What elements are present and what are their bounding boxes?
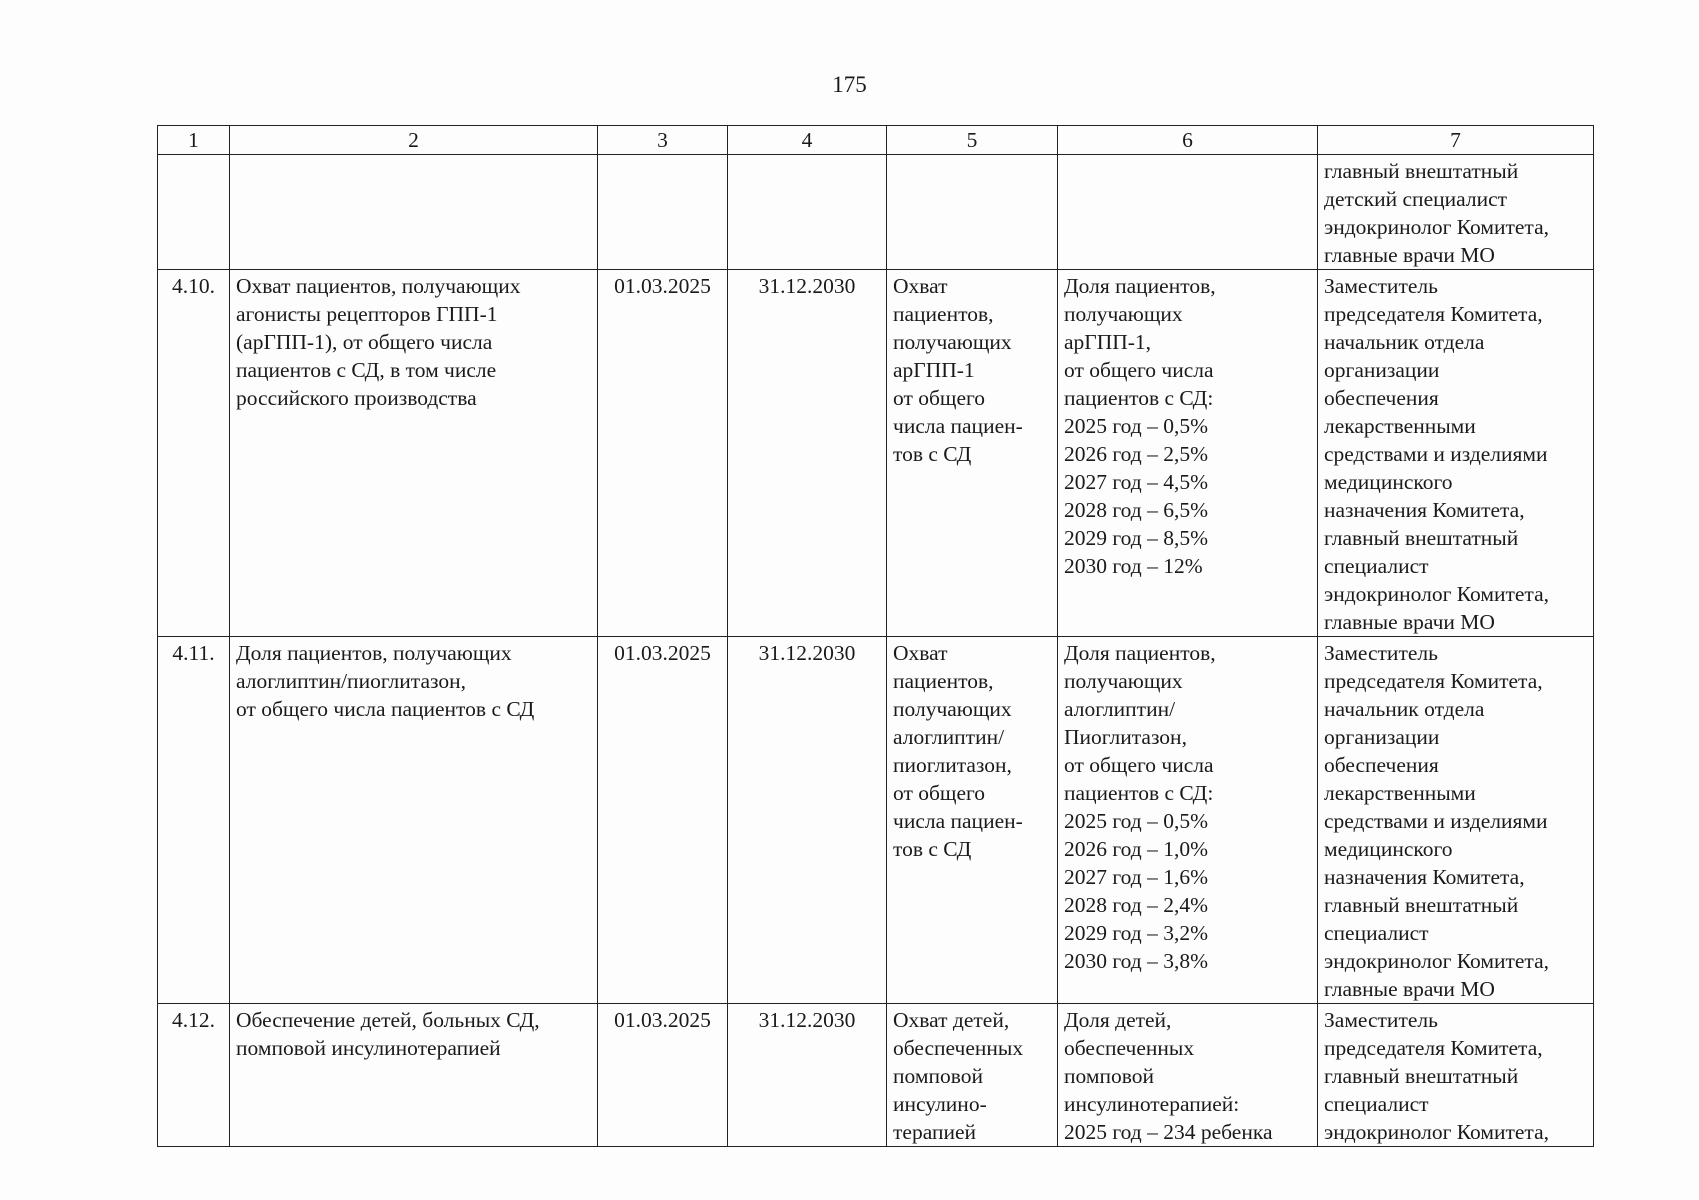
start-date-cell: 01.03.2025 xyxy=(598,270,728,637)
target-indicator-line: пациентов с СД: xyxy=(1064,781,1214,805)
item-number-cell: 4.10. xyxy=(158,270,230,637)
expected-result-cell xyxy=(887,637,1058,1004)
target-indicator-line: Доля пациентов, xyxy=(1064,641,1216,665)
expected-result-line: Охват xyxy=(893,641,948,665)
table-row xyxy=(158,155,1594,270)
activity-name-cell xyxy=(230,1004,598,1147)
header-col-6: 6 xyxy=(1058,126,1318,155)
responsible-persons-line: организации xyxy=(1324,358,1440,382)
target-indicator-line: инсулинотерапией: xyxy=(1064,1092,1240,1116)
target-indicator-line: 2030 год – 3,8% xyxy=(1064,949,1209,973)
activity-name-line: от общего числа пациентов с СД xyxy=(236,697,535,721)
responsible-persons-line: председателя Комитета, xyxy=(1324,1036,1543,1060)
header-col-4: 4 xyxy=(728,126,887,155)
target-indicator-line: пациентов с СД: xyxy=(1064,386,1214,410)
expected-result-line: арГПП-1 xyxy=(893,358,975,382)
responsible-persons-line: средствами и изделиями xyxy=(1324,442,1548,466)
responsible-persons-line: специалист xyxy=(1324,554,1429,578)
expected-result-cell xyxy=(887,155,1058,270)
responsible-persons-cell xyxy=(1318,270,1594,637)
target-indicator-line: 2027 год – 1,6% xyxy=(1064,865,1209,889)
expected-result-line: от общего xyxy=(893,781,986,805)
expected-result-line: числа пациен- xyxy=(893,414,1023,438)
target-indicator-line: Доля детей, xyxy=(1064,1008,1172,1032)
end-date-cell: 31.12.2030 xyxy=(728,637,887,1004)
responsible-persons-line: детский специалист xyxy=(1324,187,1508,211)
activity-name-cell xyxy=(230,270,598,637)
responsible-persons-line: медицинского xyxy=(1324,470,1453,494)
target-indicator-line: 2029 год – 8,5% xyxy=(1064,526,1209,550)
responsible-persons-line: эндокринолог Комитета, xyxy=(1324,582,1550,606)
end-date-cell xyxy=(728,155,887,270)
expected-result-line: обеспеченных xyxy=(893,1036,1024,1060)
item-number-cell: 4.11. xyxy=(158,637,230,1004)
expected-result-line: терапией xyxy=(893,1120,977,1144)
header-col-3: 3 xyxy=(598,126,728,155)
activity-name-line: российского производства xyxy=(236,386,477,410)
header-row xyxy=(158,126,1594,155)
page-number: 175 xyxy=(832,72,867,97)
responsible-persons-line: главный внештатный xyxy=(1324,893,1519,917)
responsible-persons-line: назначения Комитета, xyxy=(1324,865,1525,889)
start-date-cell: 01.03.2025 xyxy=(598,1004,728,1147)
responsible-persons-line: Заместитель xyxy=(1324,274,1438,298)
responsible-persons-line: специалист xyxy=(1324,1092,1429,1116)
target-indicator-line: арГПП-1, xyxy=(1064,330,1152,354)
expected-result-line: получающих xyxy=(893,330,1012,354)
responsible-persons-cell xyxy=(1318,1004,1594,1147)
activities-table xyxy=(157,125,1594,1147)
expected-result-cell xyxy=(887,270,1058,637)
activity-name-cell xyxy=(230,637,598,1004)
target-indicator-line: 2025 год – 234 ребенка xyxy=(1064,1120,1273,1144)
activity-name-line: Охват пациентов, получающих xyxy=(236,274,521,298)
responsible-persons-line: главный внештатный xyxy=(1324,1064,1519,1088)
target-indicator-line: 2026 год – 2,5% xyxy=(1064,442,1209,466)
responsible-persons-line: председателя Комитета, xyxy=(1324,669,1543,693)
expected-result-line: пациентов, xyxy=(893,302,994,326)
responsible-persons-line: Заместитель xyxy=(1324,641,1438,665)
expected-result-line: инсулино- xyxy=(893,1092,987,1116)
responsible-persons-line: эндокринолог Комитета, xyxy=(1324,215,1550,239)
target-indicator-line: получающих xyxy=(1064,669,1183,693)
end-date-cell: 31.12.2030 xyxy=(728,270,887,637)
expected-result-line: Охват детей, xyxy=(893,1008,1010,1032)
target-indicator-line: 2027 год – 4,5% xyxy=(1064,470,1209,494)
responsible-persons-line: председателя Комитета, xyxy=(1324,302,1543,326)
target-indicator-line: 2029 год – 3,2% xyxy=(1064,921,1209,945)
activity-name-cell xyxy=(230,155,598,270)
activity-name-line: алоглиптин/пиоглитазон, xyxy=(236,669,466,693)
item-number-cell xyxy=(158,155,230,270)
start-date-cell: 01.03.2025 xyxy=(598,637,728,1004)
target-indicator-line: 2030 год – 12% xyxy=(1064,554,1203,578)
item-number-cell: 4.12. xyxy=(158,1004,230,1147)
expected-result-line: от общего xyxy=(893,386,986,410)
expected-result-line: помповой xyxy=(893,1064,983,1088)
responsible-persons-cell xyxy=(1318,637,1594,1004)
target-indicator-cell xyxy=(1058,637,1318,1004)
table-row xyxy=(158,637,1594,1004)
target-indicator-line: Пиоглитазон, xyxy=(1064,725,1187,749)
responsible-persons-line: главные врачи МО xyxy=(1324,977,1495,1001)
header-col-7: 7 xyxy=(1318,126,1594,155)
table-row xyxy=(158,1004,1594,1147)
expected-result-line: алоглиптин/ xyxy=(893,725,1005,749)
responsible-persons-line: лекарственными xyxy=(1324,414,1476,438)
target-indicator-cell xyxy=(1058,1004,1318,1147)
responsible-persons-line: обеспечения xyxy=(1324,386,1439,410)
activity-name-line: Доля пациентов, получающих xyxy=(236,641,512,665)
responsible-persons-line: главный внештатный xyxy=(1324,159,1519,183)
target-indicator-line: обеспеченных xyxy=(1064,1036,1195,1060)
responsible-persons-line: средствами и изделиями xyxy=(1324,809,1548,833)
responsible-persons-line: эндокринолог Комитета, xyxy=(1324,949,1550,973)
end-date-cell: 31.12.2030 xyxy=(728,1004,887,1147)
start-date-cell xyxy=(598,155,728,270)
target-indicator-cell xyxy=(1058,270,1318,637)
target-indicator-line: от общего числа xyxy=(1064,753,1214,777)
expected-result-cell xyxy=(887,1004,1058,1147)
responsible-persons-line: обеспечения xyxy=(1324,753,1439,777)
responsible-persons-line: главный внештатный xyxy=(1324,526,1519,550)
target-indicator-line: от общего числа xyxy=(1064,358,1214,382)
target-indicator-line: 2025 год – 0,5% xyxy=(1064,414,1209,438)
responsible-persons-line: главные врачи МО xyxy=(1324,243,1495,267)
expected-result-line: тов с СД xyxy=(893,442,972,466)
expected-result-line: тов с СД xyxy=(893,837,972,861)
header-col-2: 2 xyxy=(230,126,598,155)
header-col-1: 1 xyxy=(158,126,230,155)
target-indicator-line: Доля пациентов, xyxy=(1064,274,1216,298)
responsible-persons-line: специалист xyxy=(1324,921,1429,945)
expected-result-line: числа пациен- xyxy=(893,809,1023,833)
responsible-persons-line: главные врачи МО xyxy=(1324,610,1495,634)
expected-result-line: получающих xyxy=(893,697,1012,721)
header-col-5: 5 xyxy=(887,126,1058,155)
activity-name-line: помповой инсулинотерапией xyxy=(236,1036,501,1060)
target-indicator-line: алоглиптин/ xyxy=(1064,697,1176,721)
expected-result-line: Охват xyxy=(893,274,948,298)
responsible-persons-cell xyxy=(1318,155,1594,270)
target-indicator-line: 2026 год – 1,0% xyxy=(1064,837,1209,861)
target-indicator-line: 2028 год – 6,5% xyxy=(1064,498,1209,522)
table-row xyxy=(158,270,1594,637)
responsible-persons-line: эндокринолог Комитета, xyxy=(1324,1120,1550,1144)
activity-name-line: Обеспечение детей, больных СД, xyxy=(236,1008,540,1032)
responsible-persons-line: организации xyxy=(1324,725,1440,749)
responsible-persons-line: лекарственными xyxy=(1324,781,1476,805)
responsible-persons-line: медицинского xyxy=(1324,837,1453,861)
target-indicator-line: помповой xyxy=(1064,1064,1154,1088)
responsible-persons-line: назначения Комитета, xyxy=(1324,498,1525,522)
target-indicator-line: 2025 год – 0,5% xyxy=(1064,809,1209,833)
responsible-persons-line: начальник отдела xyxy=(1324,697,1485,721)
target-indicator-cell xyxy=(1058,155,1318,270)
activity-name-line: агонисты рецепторов ГПП-1 xyxy=(236,302,498,326)
responsible-persons-line: начальник отдела xyxy=(1324,330,1485,354)
target-indicator-line: 2028 год – 2,4% xyxy=(1064,893,1209,917)
expected-result-line: пациентов, xyxy=(893,669,994,693)
expected-result-line: пиоглитазон, xyxy=(893,753,1012,777)
activity-name-line: (арГПП-1), от общего числа xyxy=(236,330,493,354)
activity-name-line: пациентов с СД, в том числе xyxy=(236,358,497,382)
target-indicator-line: получающих xyxy=(1064,302,1183,326)
responsible-persons-line: Заместитель xyxy=(1324,1008,1438,1032)
